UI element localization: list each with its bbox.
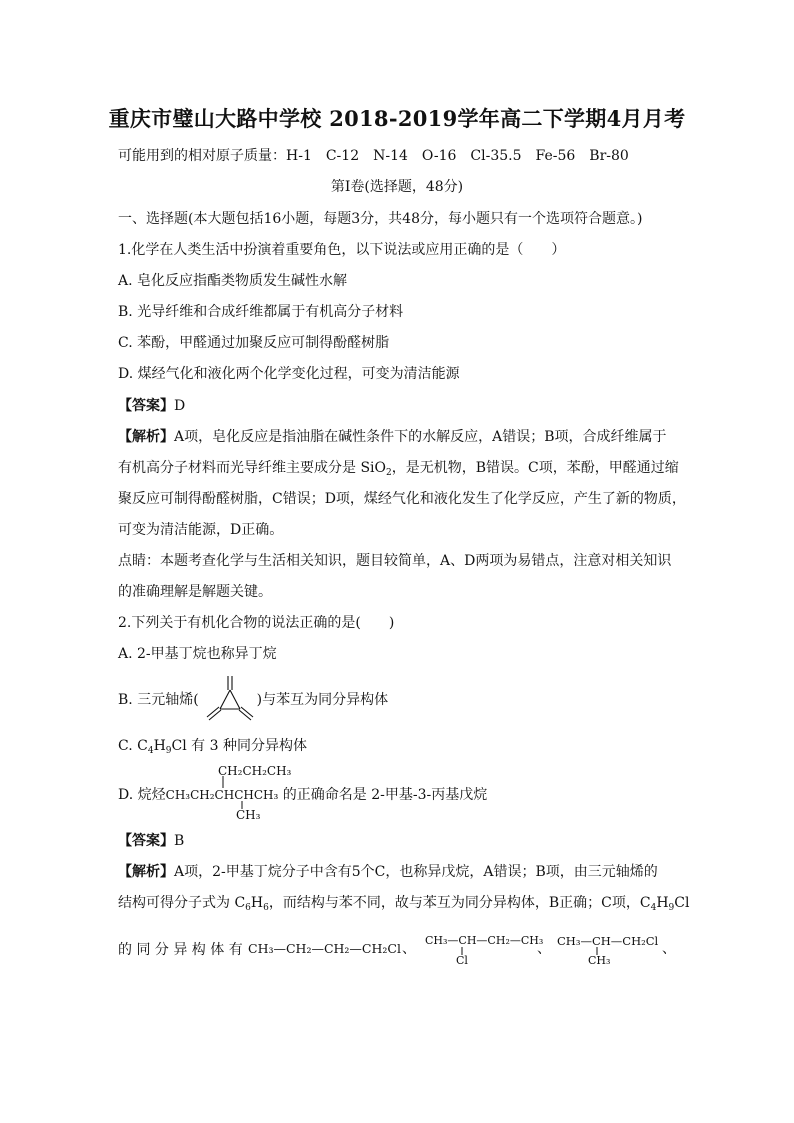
separator-1: 、 [402,941,416,957]
q2-analysis-label: 【解析】 [118,864,174,880]
q1-comment-line-1: 点睛：本题考查化学与生活相关知识，题目较简单，A、D两项为易错点，注意对相关知识 [118,553,672,569]
q1-answer-value: D [174,398,186,414]
q1-analysis-line-2 [118,458,679,478]
radialene-structure-icon [200,672,260,724]
subscript: 9 [668,903,675,913]
q2-option-b-suffix: )与苯互为同分异构体 [256,692,389,708]
subscript: 6 [245,903,251,913]
q1-option-a: A. 皂化反应指酯类物质发生碱性水解 [118,273,348,289]
q1-comment-line-2: 的准确理解是解题关键。 [118,584,272,600]
q2-answer [118,831,184,851]
subscript: 4 [147,746,154,756]
q2-analysis-line-1 [118,862,658,882]
q2-option-c-mid: H [153,738,166,754]
q2-analysis-text-2a: 结构可得分子式为 C [118,895,246,911]
q1-analysis-line-3: 聚反应可制得酚醛树脂，C错误；D项，煤经气化和液化发生了化学反应，产生了新的物质， [118,491,686,507]
q2-analysis-text-2c: ，而结构与苯不同，故与苯互为同分异构体，B正确；C项，C [268,895,651,911]
q2-option-b-prefix: B. 三元轴烯( [118,692,199,708]
q2-analysis-line-2 [118,893,689,913]
q2-option-d-suffix: 的正确命名是 2-甲基-3-丙基戊烷 [282,787,488,803]
q1-analysis-line-1 [118,427,667,447]
q2-option-c-suffix: Cl 有 3 种同分异构体 [171,738,307,754]
q2-analysis-text-1: A项，2-甲基丁烷分子中含有5个C，也称异戊烷，A错误；B项，由三元轴烯的 [174,864,658,880]
q1-analysis-text-2b: ，是无机物，B错误。C项，苯酚，甲醛通过缩 [391,460,679,476]
atomic-masses: 可能用到的相对原子质量：H-1 C-12 N-14 O-16 Cl-35.5 Fe-56 Br-80 [118,148,629,164]
q2-stem: 2.下列关于有机化合物的说法正确的是( ) [118,615,395,631]
separator-2: 、 [537,941,551,957]
q2-analysis-text-3: 的 同 分 异 构 体 有 [118,942,243,958]
q2-analysis-text-2d: H [656,895,669,911]
q1-analysis-label: 【解析】 [118,429,174,445]
isomer-2-main: CH₃—CH—CH₂—CH₃ [425,934,544,947]
isomer-2-sub: Cl [456,954,468,967]
isomer-1: CH₃—CH₂—CH₂—CH₂Cl [248,941,401,956]
q1-option-b: B. 光导纤维和合成纤维都属于有机高分子材料 [118,304,404,320]
q1-analysis-text-2a: 有机高分子材料而光导纤维主要成分是 SiO [118,460,386,476]
q2-d-main-chain: CH₃CH₂CHCHCH₃ [165,788,279,802]
q2-answer-value: B [174,833,185,849]
q2-option-d [118,785,487,805]
q2-option-c [118,736,307,756]
q1-answer-label: 【答案】 [118,398,174,414]
q1-analysis-line-4: 可变为清洁能源，D正确。 [118,522,284,538]
q2-d-branch-top: CH₂CH₂CH₃ [218,764,292,778]
isomer-3-sub: CH₃ [588,954,611,967]
separator-3: 、 [662,941,676,957]
q2-analysis-text-2b: H [250,895,264,911]
page-title: 重庆市璧山大路中学校 2018-2019学年高二下学期4月月考 [108,106,686,131]
q2-option-a: A. 2-甲基丁烷也称异丁烷 [118,646,277,662]
subscript: 9 [165,746,172,756]
q1-analysis-text-1: A项，皂化反应是指油脂在碱性条件下的水解反应，A错误；B项，合成纤维属于 [174,429,667,445]
subscript: 6 [263,903,269,913]
q2-option-d-prefix: D. 烷烃 [118,787,166,803]
q2-d-branch-bottom: CH₃ [236,808,261,822]
q2-analysis-line-3 [118,940,243,960]
subscript: 2 [386,468,392,478]
subscript: 4 [650,903,657,913]
q1-stem: 1.化学在人类生活中扮演着重要角色，以下说法或应用正确的是（ ） [118,242,566,258]
section-title: 第Ⅰ卷(选择题，48分) [330,179,464,195]
q1-option-d: D. 煤经气化和液化两个化学变化过程，可变为清洁能源 [118,366,460,382]
q2-analysis-text-2e: Cl [674,895,690,911]
instructions: 一、选择题(本大题包括16小题，每题3分，共48分，每小题只有一个选项符合题意。) [118,211,643,227]
q2-option-c-prefix: C. C [118,738,148,754]
q1-option-c: C. 苯酚，甲醛通过加聚反应可制得酚醛树脂 [118,335,390,351]
q1-answer [118,396,185,416]
isomer-3-main: CH₃—CH—CH₂Cl [557,934,659,948]
q2-answer-label: 【答案】 [118,833,174,849]
